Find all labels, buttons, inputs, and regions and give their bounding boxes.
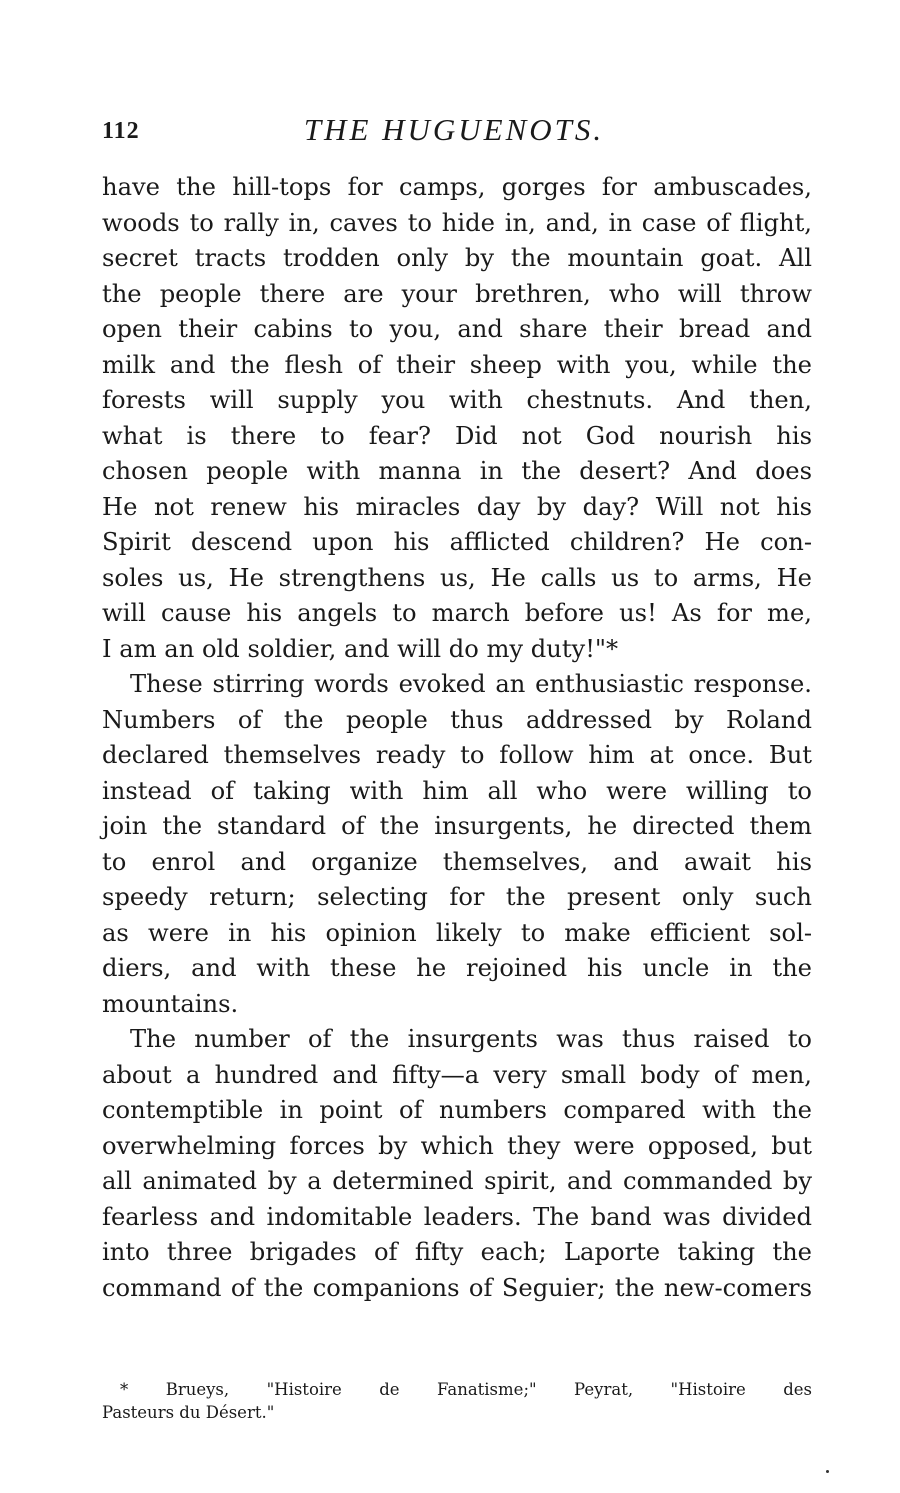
footnote-line: * Brueys, "Histoire de Fanatisme;" Peyrat, "Histoire des bbox=[120, 1380, 812, 1399]
text-line: the people there are your brethren, who will throw bbox=[102, 279, 812, 308]
body-text bbox=[102, 170, 812, 1306]
page-number: 112 bbox=[102, 118, 140, 144]
text-line: diers, and with these he rejoined his uncle in the bbox=[102, 954, 812, 982]
text-line: speedy return; selecting for the present only such bbox=[102, 883, 812, 911]
text-line: into three brigades of fifty each; Laporte taking the bbox=[102, 1238, 812, 1266]
text-line: declared themselves ready to follow him at once. But bbox=[102, 741, 812, 769]
text-line: all animated by a determined spirit, and commanded by bbox=[102, 1167, 812, 1195]
text-line: as were in his opinion likely to make efficient sol- bbox=[102, 918, 812, 947]
footnote bbox=[102, 1378, 812, 1424]
running-head: THE HUGUENOTS. bbox=[303, 112, 605, 147]
text-line: Numbers of the people thus addressed by Roland bbox=[102, 705, 812, 734]
page-header bbox=[96, 112, 812, 152]
text-line: fearless and indomitable leaders. The band was divided bbox=[102, 1202, 812, 1231]
text-line: soles us, He strengthens us, He calls us to arms, He bbox=[102, 563, 812, 592]
text-line: about a hundred and fifty—a very small body of men, bbox=[102, 1060, 812, 1089]
text-line: join the standard of the insurgents, he directed them bbox=[102, 812, 812, 840]
text-line: contemptible in point of numbers compared with the bbox=[102, 1096, 812, 1124]
text-line: command of the companions of Seguier; the new-comers bbox=[102, 1273, 812, 1302]
text-line: chosen people with manna in the desert? And does bbox=[102, 457, 812, 485]
text-line: These stirring words evoked an enthusiastic response. bbox=[130, 670, 812, 698]
paper-speck bbox=[826, 1470, 829, 1473]
text-line: have the hill-tops for camps, gorges for ambuscades, bbox=[102, 173, 812, 201]
text-line: forests will supply you with chestnuts. And then, bbox=[102, 386, 812, 414]
text-line: to enrol and organize themselves, and await his bbox=[102, 847, 812, 876]
book-page bbox=[96, 0, 812, 1493]
text-line: He not renew his miracles day by day? Will not his bbox=[102, 492, 812, 521]
text-line: I am an old soldier, and will do my duty!"* bbox=[102, 634, 619, 663]
text-line: woods to rally in, caves to hide in, and, in case of flight, bbox=[102, 208, 812, 237]
text-line: mountains. bbox=[102, 989, 239, 1018]
text-line: instead of taking with him all who were willing to bbox=[102, 776, 812, 805]
text-line: secret tracts trodden only by the mountain goat. All bbox=[102, 244, 812, 272]
text-line: The number of the insurgents was thus raised to bbox=[130, 1025, 812, 1053]
text-line: what is there to fear? Did not God nourish his bbox=[102, 421, 812, 450]
footnote-line: Pasteurs du Désert." bbox=[102, 1403, 275, 1422]
text-line: overwhelming forces by which they were opposed, but bbox=[102, 1131, 812, 1160]
text-line: milk and the flesh of their sheep with you, while the bbox=[102, 350, 812, 379]
text-line: will cause his angels to march before us! As for me, bbox=[102, 599, 812, 627]
text-line: Spirit descend upon his afflicted children? He con- bbox=[102, 528, 812, 556]
text-line: open their cabins to you, and share their bread and bbox=[102, 315, 812, 343]
